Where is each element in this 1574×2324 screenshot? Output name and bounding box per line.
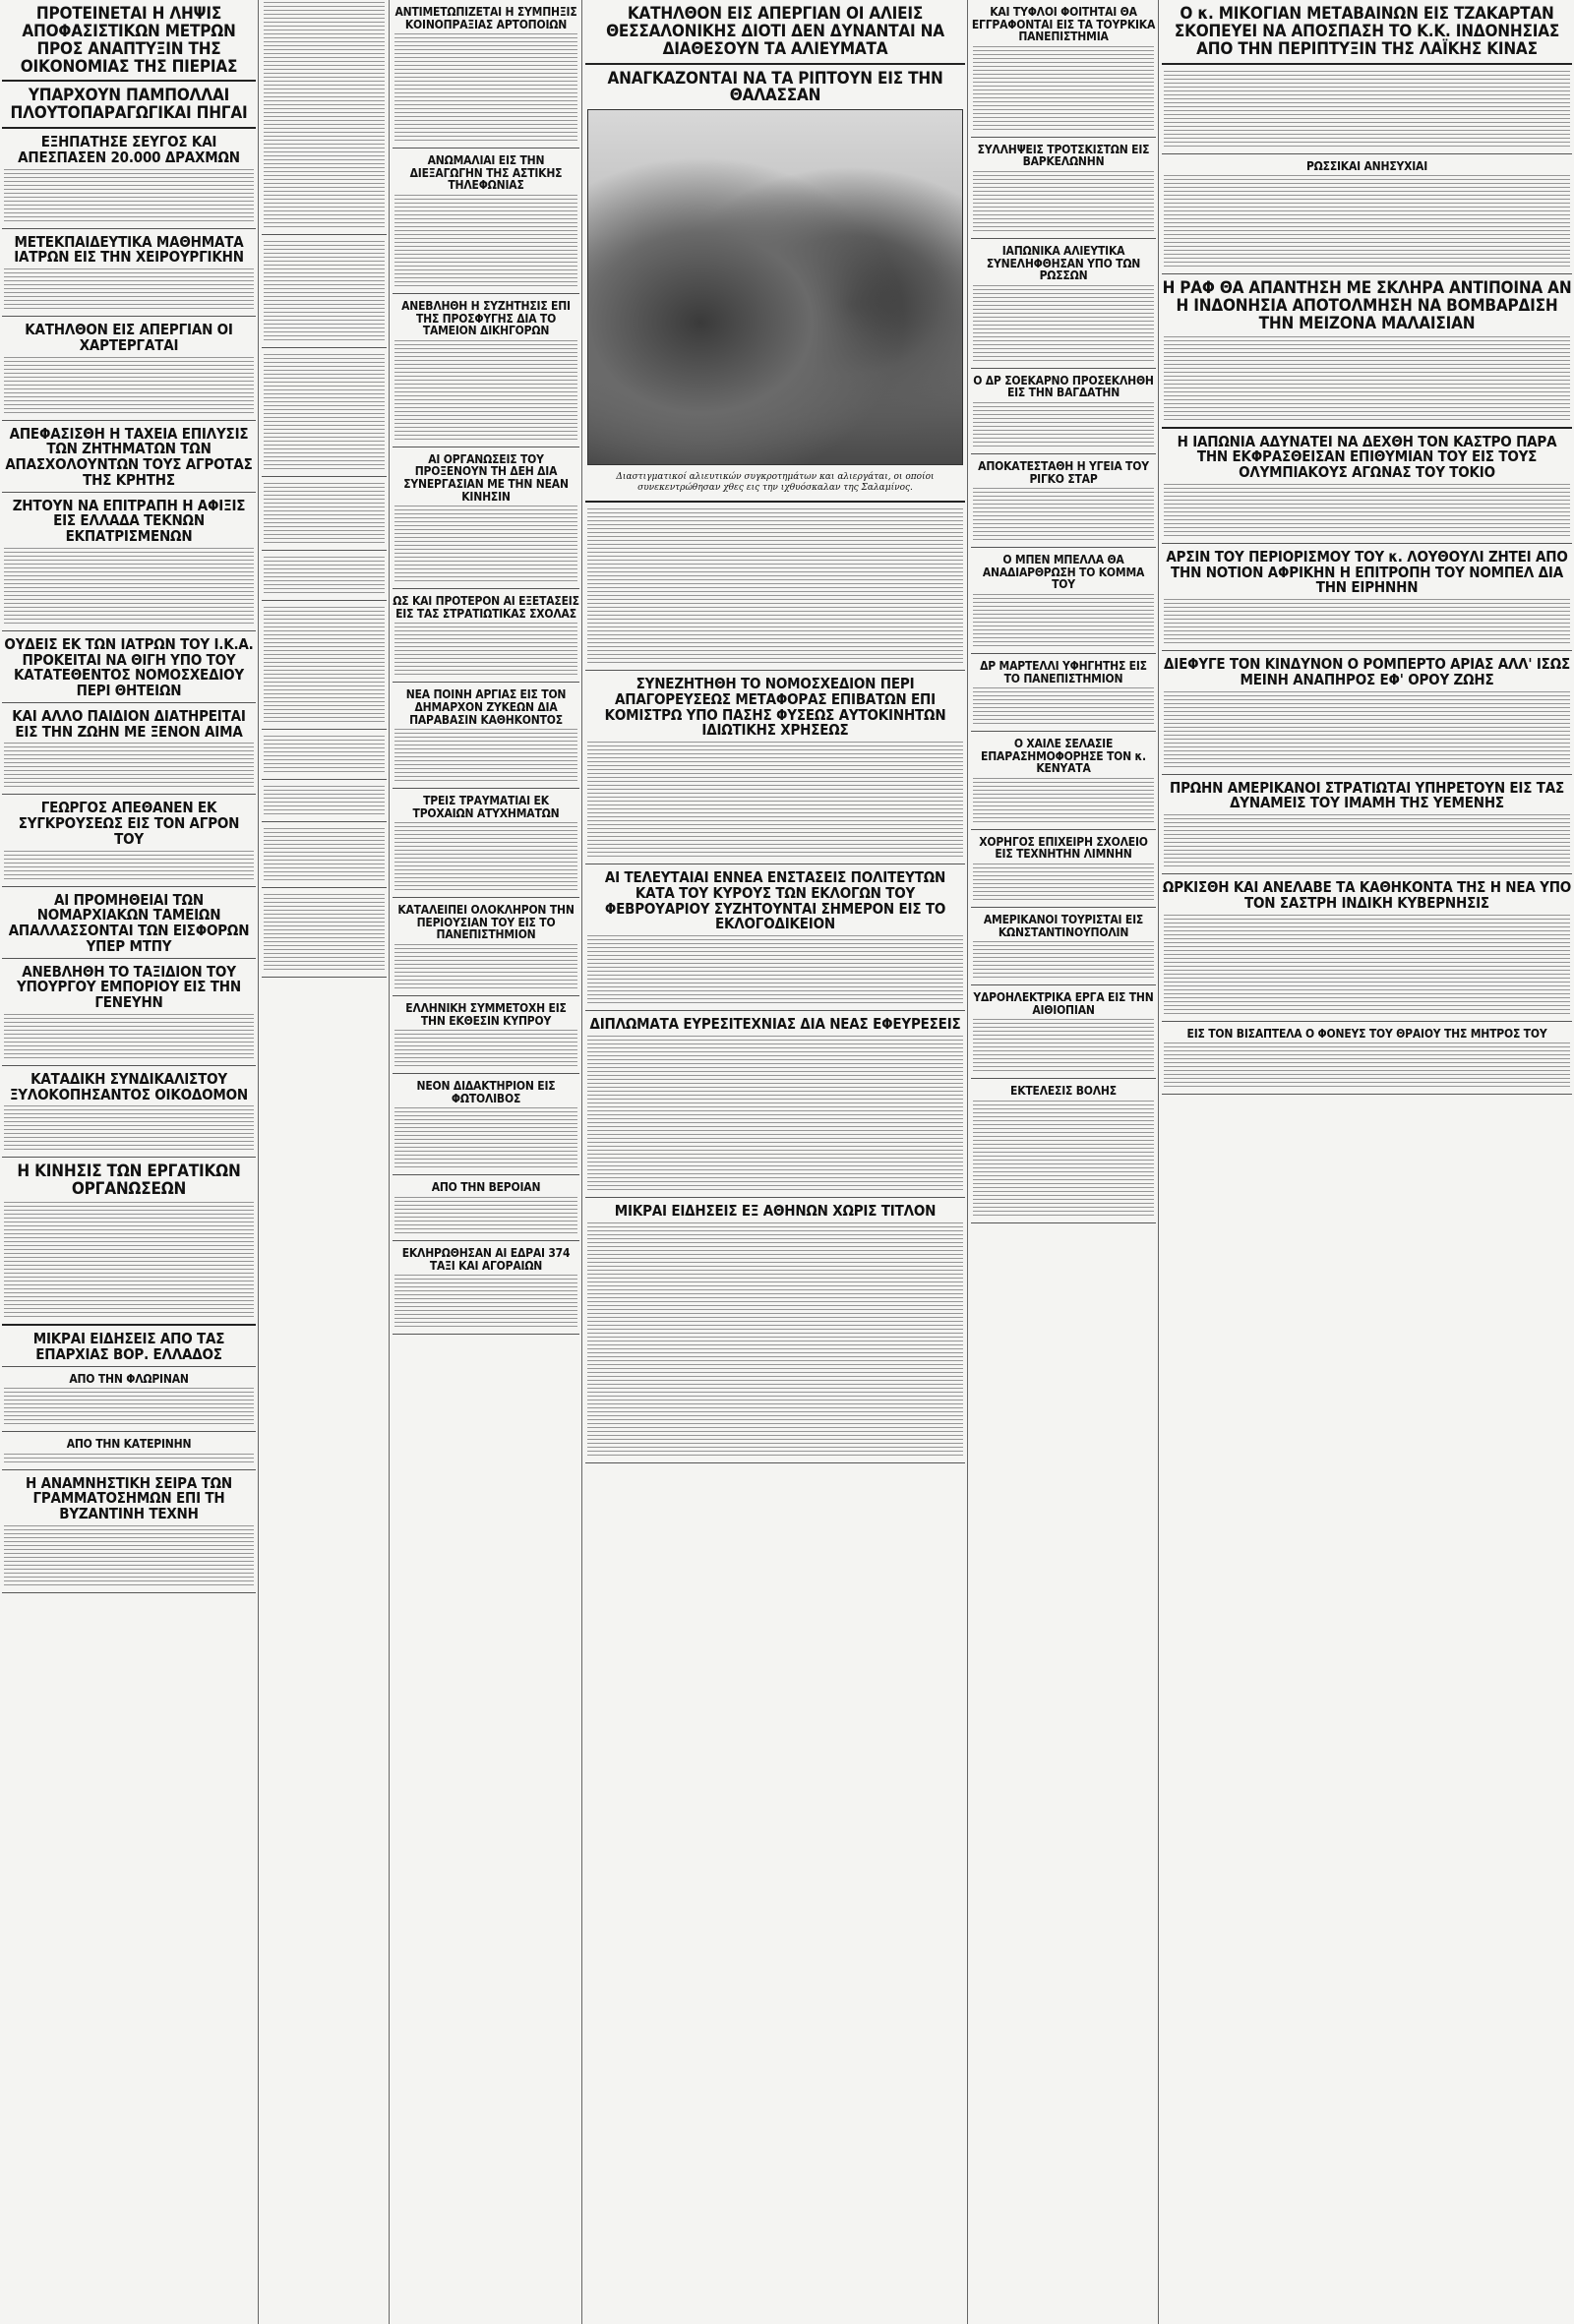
article xyxy=(2,1332,256,1367)
article xyxy=(971,375,1156,454)
article xyxy=(2,890,256,959)
article-separator xyxy=(2,630,256,631)
article-separator xyxy=(1162,650,1572,651)
article xyxy=(393,300,579,447)
article xyxy=(262,736,387,780)
article-headline: ΝΕΟΝ ΔΙΔΑΚΤΗΡΙΟΝ ΕΙΣ ΦΩΤΟΛΙΒΟΣ xyxy=(416,1079,556,1105)
article xyxy=(2,962,256,1066)
article-separator xyxy=(1162,153,1572,154)
article xyxy=(971,991,1156,1079)
article-separator xyxy=(971,547,1156,548)
article-body xyxy=(394,1197,577,1236)
article xyxy=(393,1181,579,1241)
article xyxy=(262,354,387,477)
article-body xyxy=(587,935,963,1006)
article-headline: ΑΡΣΙΝ ΤΟΥ ΠΕΡΙΟΡΙΣΜΟΥ ΤΟΥ κ. ΛΟΥΘΟΥΛΙ ΖΗΤΕΙ ΑΠΟ ΤΗΝ ΝΟΤΙΟΝ ΑΦΡΙΚΗΝ Η ΕΠΙΤΡΟΠΗ ΤΟΥ ΝΟΜΠΕΛ ΔΙΑ ΤΗΝ ΕΙΡΗΝΗΝ xyxy=(1166,547,1568,597)
article-separator xyxy=(393,148,579,149)
article-separator xyxy=(393,788,579,789)
article-body xyxy=(973,594,1154,649)
article-separator xyxy=(2,1324,256,1326)
article-separator xyxy=(2,127,256,129)
article-body xyxy=(264,354,385,472)
article-body xyxy=(394,340,577,443)
article-body xyxy=(394,822,577,893)
article xyxy=(262,828,387,888)
article-headline: ΑΠΕΦΑΣΙΣΘΗ Η ΤΑΧΕΙΑ ΕΠΙΛΥΣΙΣ ΤΩΝ ΖΗΤΗΜΑΤΩΝ ΤΩΝ ΑΠΑΣΧΟΛΟΥΝΤΩΝ ΤΟΥΣ ΑΓΡΟΤΑΣ ΤΗΣ ΚΡΗΤΗΣ xyxy=(5,424,253,489)
article-separator xyxy=(2,1157,256,1158)
article-body xyxy=(264,828,385,883)
article-body xyxy=(264,894,385,973)
article-separator xyxy=(1162,63,1572,65)
article-body xyxy=(1164,1043,1570,1090)
article-headline: ΑΜΕΡΙΚΑΝΟΙ ΤΟΥΡΙΣΤΑΙ ΕΙΣ ΚΩΝΣΤΑΝΤΙΝΟΥΠΟΛΙΝ xyxy=(983,913,1144,939)
article-separator xyxy=(585,63,965,65)
article-body xyxy=(394,506,577,584)
article-headline: ΜΕΤΕΚΠΑΙΔΕΥΤΙΚΑ ΜΑΘΗΜΑΤΑ ΙΑΤΡΩΝ ΕΙΣ ΤΗΝ ΧΕΙΡΟΥΡΓΙΚΗΝ xyxy=(14,232,244,267)
article-body xyxy=(394,1030,577,1069)
article-separator xyxy=(393,1240,579,1241)
article xyxy=(585,1017,965,1198)
article xyxy=(262,2,387,235)
article-headline: ΩΣ ΚΑΙ ΠΡΟΤΕΡΟΝ ΑΙ ΕΞΕΤΑΣΕΙΣ ΕΙΣ ΤΑΣ ΣΤΡΑΤΙΩΤΙΚΑΣ ΣΧΟΛΑΣ xyxy=(393,594,579,621)
article-headline: ΑΝΕΒΛΗΘΗ Η ΣΥΖΗΤΗΣΙΣ ΕΠΙ ΤΗΣ ΠΡΟΣΦΥΓΗΣ ΔΙΑ ΤΟ ΤΑΜΕΙΟΝ ΔΙΚΗΓΟΡΩΝ xyxy=(401,298,571,338)
article-headline: ΕΚΤΕΛΕΣΙΣ ΒΟΛΗΣ xyxy=(1010,1084,1117,1099)
article-headline: ΔΙΠΛΩΜΑΤΑ ΕΥΡΕΣΙΤΕΧΝΙΑΣ ΔΙΑ ΝΕΑΣ ΕΦΕΥΡΕΣΕΙΣ xyxy=(589,1015,961,1034)
article xyxy=(393,1247,579,1335)
article xyxy=(585,508,965,671)
article xyxy=(2,232,256,318)
article-separator xyxy=(971,907,1156,908)
article xyxy=(1162,6,1572,65)
article-separator xyxy=(2,958,256,959)
article-body xyxy=(1164,599,1570,646)
article-separator xyxy=(262,234,387,235)
article-headline: ΑΝΑΓΚΑΖΟΝΤΑΙ ΝΑ ΤΑ ΡΙΠΤΟΥΝ ΕΙΣ ΤΗΝ ΘΑΛΑΣΣΑΝ xyxy=(607,68,943,106)
article-body xyxy=(394,729,577,784)
article-body xyxy=(264,2,385,230)
article-separator xyxy=(1162,774,1572,775)
article-body xyxy=(973,1019,1154,1074)
article-separator xyxy=(2,1469,256,1470)
article xyxy=(971,460,1156,548)
column-5 xyxy=(971,0,1156,2324)
article-separator xyxy=(971,1078,1156,1079)
article-body xyxy=(394,1107,577,1170)
article xyxy=(393,1002,579,1074)
article xyxy=(262,483,387,551)
article-body xyxy=(587,508,963,666)
article-body xyxy=(973,285,1154,364)
article-body xyxy=(973,778,1154,825)
article-body xyxy=(394,1275,577,1330)
article xyxy=(585,1201,965,1463)
article-headline: ΚΑΤΗΛΘΟΝ ΕΙΣ ΑΠΕΡΓΙΑΝ ΟΙ ΧΑΡΤΕΡΓΑΤΑΙ xyxy=(25,321,233,354)
article-headline: ΜΙΚΡΑΙ ΕΙΔΗΣΕΙΣ ΑΠΟ ΤΑΣ ΕΠΑΡΧΙΑΣ ΒΟΡ. ΕΛΛΑΔΟΣ xyxy=(32,1330,225,1363)
article-headline: ΔΡ ΜΑΡΤΕΛΛΙ ΥΦΗΓΗΤΗΣ ΕΙΣ ΤΟ ΠΑΝΕΠΙΣΤΗΜΙΟΝ xyxy=(980,658,1147,685)
column-2 xyxy=(262,0,387,2324)
article-body xyxy=(973,864,1154,903)
article xyxy=(1162,880,1572,1022)
article-separator xyxy=(971,731,1156,732)
article-separator xyxy=(971,238,1156,239)
article-separator xyxy=(971,137,1156,138)
photo-caption: Διαστιγματικοί αλιευτικών συγκροτημάτων και αλιεργάται, οι οποίοι συνεκεντρώθησαν χθες εις την ιχθυόσκαλαν της Σαλαμίνος. xyxy=(616,472,935,494)
article-body xyxy=(4,1388,254,1427)
article-separator xyxy=(393,588,579,589)
article-body xyxy=(1164,814,1570,869)
article-separator xyxy=(262,729,387,730)
article xyxy=(393,904,579,996)
article-separator xyxy=(971,984,1156,985)
article-headline: ΥΔΡΟΗΛΕΚΤΡΙΚΑ ΕΡΓΑ ΕΙΣ ΤΗΝ ΑΙΘΙΟΠΙΑΝ xyxy=(973,990,1154,1017)
article xyxy=(971,914,1156,985)
article-separator xyxy=(2,80,256,82)
article-separator xyxy=(262,347,387,348)
article xyxy=(2,424,256,493)
article-headline: ΑΙ ΟΡΓΑΝΩΣΕΙΣ ΤΟΥ ΠΡΟΞΕΝΟΥΝ ΤΗ ΔΕΗ ΔΙΑ ΣΥΝΕΡΓΑΣΙΑΝ ΜΕ ΤΗΝ ΝΕΑΝ ΚΙΝΗΣΙΝ xyxy=(403,451,569,504)
article-headline: ΕΛΛΗΝΙΚΗ ΣΥΜΜΕΤΟΧΗ ΕΙΣ ΤΗΝ ΕΚΘΕΣΙΝ ΚΥΠΡΟΥ xyxy=(405,1001,567,1028)
article-headline: ΕΙΣ ΤΟΝ ΒΙΣΑΠΤΕΛΑ Ο ΦΟΝΕΥΣ ΤΟΥ ΘΡΑΙΟΥ ΤΗΣ ΜΗΤΡΟΣ ΤΟΥ xyxy=(1186,1026,1547,1041)
article-separator xyxy=(971,653,1156,654)
article-headline: ΕΞΗΠΑΤΗΣΕ ΣΕΥΓΟΣ ΚΑΙ ΑΠΕΣΠΑΣΕΝ 20.000 ΔΡΑΧΜΩΝ xyxy=(18,133,240,166)
article xyxy=(393,154,579,294)
article xyxy=(971,245,1156,369)
article-body xyxy=(1164,336,1570,423)
article xyxy=(971,1085,1156,1223)
article-body xyxy=(264,607,385,725)
column-divider xyxy=(581,0,582,2324)
article-headline: ΥΠΑΡΧΟΥΝ ΠΑΜΠΟΛΛΑΙ ΠΛΟΥΤΟΠΑΡΑΓΩΓΙΚΑΙ ΠΗΓΑΙ xyxy=(10,86,248,124)
column-divider xyxy=(967,0,968,2324)
article xyxy=(971,6,1156,138)
article-separator xyxy=(2,1366,256,1367)
article-body xyxy=(1164,71,1570,149)
article-body xyxy=(1164,691,1570,770)
column-4 xyxy=(585,0,965,2324)
article-headline: ΠΡΩΗΝ ΑΜΕΡΙΚΑΝΟΙ ΣΤΡΑΤΙΩΤΑΙ ΥΠΗΡΕΤΟΥΝ ΕΙΣ ΤΑΣ ΔΥΝΑΜΕΙΣ ΤΟΥ ΙΜΑΜΗ ΤΗΣ ΥΕΜΕΝΗΣ xyxy=(1169,778,1565,812)
article-headline: ΑΝΩΜΑΛΙΑΙ ΕΙΣ ΤΗΝ ΔΙΕΞΑΓΩΓΗΝ ΤΗΣ ΑΣΤΙΚΗΣ ΤΗΛΕΦΩΝΙΑΣ xyxy=(409,153,563,193)
article-headline: ΑΠΟ ΤΗΝ ΦΛΩΡΙΝΑΝ xyxy=(69,1371,189,1386)
article xyxy=(393,688,579,789)
article-body xyxy=(4,1014,254,1061)
article-headline: ΑΠΟΚΑΤΕΣΤΑΘΗ Η ΥΓΕΙΑ ΤΟΥ ΡΙΓΚΟ ΣΤΑΡ xyxy=(978,458,1149,486)
article-separator xyxy=(262,977,387,978)
article-separator xyxy=(2,1065,256,1066)
article xyxy=(262,894,387,978)
article-separator xyxy=(2,316,256,317)
article-separator xyxy=(1162,543,1572,544)
article-separator xyxy=(971,1222,1156,1223)
article-headline: Η ΡΑΦ ΘΑ ΑΠΑΝΤΗΣΗ ΜΕ ΣΚΛΗΡΑ ΑΝΤΙΠΟΙΝΑ ΑΝ Η ΙΝΔΟΝΗΣΙΑ ΑΠΟΤΟΛΜΗΣΗ ΝΑ ΒΟΜΒΑΡΔΙΣΗ ΤΗΝ ΜΕΙΖΟΝΑ ΜΑΛΑΙΣΙΑΝ xyxy=(1162,278,1572,333)
article-headline: ΚΑΤΑΔΙΚΗ ΣΥΝΔΙΚΑΛΙΣΤΟΥ ΞΥΛΟΚΟΠΗΣΑΝΤΟΣ ΟΙΚΟΔΟΜΟΝ xyxy=(9,1069,248,1103)
article-body xyxy=(394,623,577,678)
article-body xyxy=(4,169,254,224)
article-body xyxy=(264,736,385,775)
article-body xyxy=(264,241,385,343)
article xyxy=(2,1163,256,1326)
article-headline: ΝΕΑ ΠΟΙΝΗ ΑΡΓΙΑΣ ΕΙΣ ΤΟΝ ΔΗΜΑΡΧΟΝ ΖΥΚΕΩΝ ΔΙΑ ΠΑΡΑΒΑΣΙΝ ΚΑΘΗΚΟΝΤΟΣ xyxy=(405,687,567,727)
article-headline: ΣΥΝΕΖΗΤΗΘΗ ΤΟ ΝΟΜΟΣΧΕΔΙΟΝ ΠΕΡΙ ΑΠΑΓΟΡΕΥΣΕΩΣ ΜΕΤΑΦΟΡΑΣ ΕΠΙΒΑΤΩΝ ΕΠΙ ΚΟΜΙΣΤΡΩ ΥΠΟ ΠΑΣΗΣ ΦΥΣΕΩΣ ΑΥΤΟΚΙΝΗΤΩΝ ΙΔΙΩΤΙΚΗΣ ΧΡΗΣΕΩΣ xyxy=(604,675,946,740)
article-separator xyxy=(585,501,965,503)
article-headline: Ο ΔΡ ΣΟΕΚΑΡΝΟ ΠΡΟΣΕΚΛΗΘΗ ΕΙΣ ΤΗΝ ΒΑΓΔΑΤΗΝ xyxy=(973,373,1154,400)
article-headline: Η ΚΙΝΗΣΙΣ ΤΩΝ ΕΡΓΑΤΙΚΩΝ ΟΡΓΑΝΩΣΕΩΝ xyxy=(17,1162,241,1200)
article xyxy=(2,6,256,82)
column-divider xyxy=(258,0,259,2324)
article xyxy=(971,554,1156,654)
article-separator xyxy=(393,682,579,683)
article-body xyxy=(1164,175,1570,269)
article-separator xyxy=(971,368,1156,369)
article-separator xyxy=(2,794,256,795)
article-separator xyxy=(262,821,387,822)
article xyxy=(1162,1028,1572,1096)
article-headline: ΧΟΡΗΓΟΣ ΕΠΙΧΕΙΡΗ ΣΧΟΛΕΙΟ ΕΙΣ ΤΕΧΝΗΤΗΝ ΛΙΜΝΗΝ xyxy=(979,834,1148,862)
article-separator xyxy=(2,1431,256,1432)
article-headline: Η ΙΑΠΩΝΙΑ ΑΔΥΝΑΤΕΙ ΝΑ ΔΕΧΘΗ ΤΟΝ ΚΑΣΤΡΟ ΠΑΡΑ ΤΗΝ ΕΚΦΡΑΣΘΕΙΣΑΝ ΕΠΙΘΥΜΙΑΝ ΤΟΥ ΕΙΣ ΤΟΥΣ ΟΛΥΜΠΙΑΚΟΥΣ ΑΓΩΝΑΣ ΤΟΥ ΤΟΚΙΟ xyxy=(1177,432,1557,482)
article-headline: ΩΡΚΙΣΘΗ ΚΑΙ ΑΝΕΛΑΒΕ ΤΑ ΚΑΘΗΚΟΝΤΑ ΤΗΣ Η ΝΕΑ ΥΠΟ ΤΟΝ ΣΑΣΤΡΗ ΙΝΔΙΚΗ ΚΥΒΕΡΝΗΣΙΣ xyxy=(1162,878,1572,912)
article-separator xyxy=(393,995,579,996)
article xyxy=(1162,432,1572,544)
article xyxy=(585,68,965,504)
article-headline: ΤΡΕΙΣ ΤΡΑΥΜΑΤΙΑΙ ΕΚ ΤΡΟΧΑΙΩΝ ΑΤΥΧΗΜΑΤΩΝ xyxy=(412,794,560,820)
article-body xyxy=(1164,484,1570,539)
article-headline: ΠΡΟΤΕΙΝΕΤΑΙ Η ΛΗΨΙΣ ΑΠΟΦΑΣΙΣΤΙΚΩΝ ΜΕΤΡΩΝ ΠΡΟΣ ΑΝΑΠΤΥΞΙΝ ΤΗΣ ΟΙΚΟΝΟΜΙΑΣ ΤΗΣ ΠΙΕΡΙΑΣ xyxy=(20,4,238,77)
article-headline: Ο ΧΑΙΛΕ ΣΕΛΑΣΙΕ ΕΠΑΡΑΣΗΜΟΦΟΡΗΣΕ ΤΟΝ κ. ΚΕΝΥΑΤΑ xyxy=(981,737,1146,776)
article-headline: ΕΚΛΗΡΩΘΗΣΑΝ ΑΙ ΕΔΡΑΙ 374 ΤΑΞΙ ΚΑΙ ΑΓΟΡΑΙΩΝ xyxy=(401,1246,571,1273)
article xyxy=(971,836,1156,908)
column-6 xyxy=(1162,0,1572,2324)
article-headline: ΚΑΤΑΛΕΙΠΕΙ ΟΛΟΚΛΗΡΟΝ ΤΗΝ ΠΕΡΙΟΥΣΙΑΝ ΤΟΥ ΕΙΣ ΤΟ ΠΑΝΕΠΙΣΤΗΜΙΟΝ xyxy=(397,903,575,942)
article-body xyxy=(264,557,385,596)
article-body xyxy=(4,1525,254,1588)
article-headline: ΟΥΔΕΙΣ ΕΚ ΤΩΝ ΙΑΤΡΩΝ ΤΟΥ Ι.Κ.Α. ΠΡΟΚΕΙΤΑΙ ΝΑ ΘΙΓΗ ΥΠΟ ΤΟΥ ΚΑΤΑΤΕΘΕΝΤΟΣ ΝΟΜΟΣΧΕΔΙΟΥ ΠΕΡΙ ΘΗΤΕΙΩΝ xyxy=(4,634,254,700)
article-headline: Η ΑΝΑΜΝΗΣΤΙΚΗ ΣΕΙΡΑ ΤΩΝ ΓΡΑΜΜΑΤΟΣΗΜΩΝ ΕΠΙ ΤΗ ΒΥΖΑΝΤΙΝΗ ΤΕΧΝΗ xyxy=(26,1473,232,1523)
article-body xyxy=(973,1101,1154,1219)
article xyxy=(2,1438,256,1470)
article-body xyxy=(264,483,385,546)
article-body xyxy=(4,1454,254,1465)
article-separator xyxy=(585,670,965,671)
article xyxy=(1162,547,1572,651)
article xyxy=(393,1080,579,1175)
article-headline: ΑΝΤΙΜΕΤΩΠΙΖΕΤΑΙ Η ΣΥΜΠΗΞΙΣ ΚΟΙΝΟΠΡΑΞΙΑΣ ΑΡΤΟΠΟΙΩΝ xyxy=(394,5,577,31)
article-separator xyxy=(2,420,256,421)
article-body xyxy=(973,488,1154,543)
article-headline: ΔΙΕΦΥΓΕ ΤΟΝ ΚΙΝΔΥΝΟΝ Ο ΡΟΜΠΕΡΤΟ ΑΡΙΑΣ ΑΛΛ' ΙΣΩΣ ΜΕΙΝΗ ΑΝΑΠΗΡΟΣ ΕΦ' ΟΡΟΥ ΖΩΗΣ xyxy=(1164,655,1570,688)
article-headline: ΓΕΩΡΓΟΣ ΑΠΕΘΑΝΕΝ ΕΚ ΣΥΓΚΡΟΥΣΕΩΣ ΕΙΣ ΤΟΝ ΑΓΡΟΝ ΤΟΥ xyxy=(18,799,240,848)
article xyxy=(1162,71,1572,154)
article-body xyxy=(973,402,1154,449)
article-separator xyxy=(2,228,256,229)
article-separator xyxy=(262,779,387,780)
column-3 xyxy=(393,0,579,2324)
article-headline: ΖΗΤΟΥΝ ΝΑ ΕΠΙΤΡΑΠΗ Η ΑΦΙΞΙΣ ΕΙΣ ΕΛΛΑΔΑ ΤΕΚΝΩΝ ΕΚΠΑΤΡΙΣΜΕΝΩΝ xyxy=(12,496,246,546)
article-separator xyxy=(2,492,256,493)
article xyxy=(2,1069,256,1159)
article xyxy=(971,144,1156,239)
article-body xyxy=(394,944,577,991)
article xyxy=(2,1373,256,1433)
article xyxy=(2,1473,256,1593)
article-headline: ΣΥΛΛΗΨΕΙΣ ΤΡΟΤΣΚΙΣΤΩΝ ΕΙΣ ΒΑΡΚΕΛΩΝΗΝ xyxy=(977,142,1150,169)
article-headline: ΑΙ ΠΡΟΜΗΘΕΙΑΙ ΤΩΝ ΝΟΜΑΡΧΙΑΚΩΝ ΤΑΜΕΙΩΝ ΑΠΑΛΛΑΣΣΟΝΤΑΙ ΤΩΝ ΕΙΣΦΟΡΩΝ ΥΠΕΡ ΜΤΠΥ xyxy=(8,890,250,955)
article-body xyxy=(587,1222,963,1459)
article xyxy=(1162,280,1572,429)
article-body xyxy=(973,46,1154,133)
article-body xyxy=(4,548,254,626)
article-body xyxy=(4,357,254,416)
article-body xyxy=(4,743,254,790)
article xyxy=(971,738,1156,830)
article-separator xyxy=(2,1592,256,1593)
article-headline: ΚΑΙ ΑΛΛΟ ΠΑΙΔΙΟΝ ΔΙΑΤΗΡΕΙΤΑΙ ΕΙΣ ΤΗΝ ΖΩΗΝ ΜΕ ΞΕΝΟΝ ΑΙΜΑ xyxy=(12,706,246,741)
article-separator xyxy=(393,293,579,294)
article-separator xyxy=(2,886,256,887)
article-body xyxy=(973,941,1154,981)
article xyxy=(2,706,256,796)
article xyxy=(971,660,1156,732)
article xyxy=(262,786,387,822)
article-headline: ΚΑΤΗΛΘΟΝ ΕΙΣ ΑΠΕΡΓΙΑΝ ΟΙ ΑΛΙΕΙΣ ΘΕΣΣΑΛΟΝΙΚΗΣ ΔΙΟΤΙ ΔΕΝ ΔΥΝΑΝΤΑΙ ΝΑ ΔΙΑΘΕΣΟΥΝ ΤΑ ΑΛΙΕΥΜΑΤΑ xyxy=(606,4,944,59)
article-separator xyxy=(1162,1094,1572,1095)
article-body xyxy=(973,171,1154,234)
article xyxy=(2,135,256,229)
article-headline: Ο ΜΠΕΝ ΜΠΕΛΛΑ ΘΑ ΑΝΑΔΙΑΡΘΡΩΣΗ ΤΟ ΚΟΜΜΑ ΤΟΥ xyxy=(982,553,1145,592)
article-separator xyxy=(971,829,1156,830)
article-separator xyxy=(585,1010,965,1011)
article-headline: ΜΙΚΡΑΙ ΕΙΔΗΣΕΙΣ ΕΞ ΑΘΗΝΩΝ ΧΩΡΙΣ ΤΙΤΛΟΝ xyxy=(614,1201,937,1220)
article xyxy=(1162,778,1572,875)
article-separator xyxy=(393,1073,579,1074)
article-body xyxy=(4,1105,254,1153)
article-separator xyxy=(262,887,387,888)
article-body xyxy=(4,1202,254,1320)
article xyxy=(2,88,256,129)
article-headline: ΑΙ ΤΕΛΕΥΤΑΙΑΙ ΕΝΝΕΑ ΕΝΣΤΑΣΕΙΣ ΠΟΛΙΤΕΥΤΩΝ ΚΑΤΑ ΤΟΥ ΚΥΡΟΥΣ ΤΩΝ ΕΚΛΟΓΩΝ ΤΟΥ ΦΕΒΡΟΥΑΡΙΟΥ ΣΥΖΗΤΟΥΝΤΑΙ ΣΗΜΕΡΟΝ ΕΙΣ ΤΟ ΕΚΛΟΓΟΔΙΚΕΙΟΝ xyxy=(604,868,946,933)
article xyxy=(585,677,965,864)
article xyxy=(393,6,579,149)
article-body xyxy=(4,268,254,312)
article-body xyxy=(1164,915,1570,1017)
article-body xyxy=(394,33,577,144)
article xyxy=(393,453,579,589)
article-separator xyxy=(262,550,387,551)
article xyxy=(262,557,387,601)
article-separator xyxy=(2,702,256,703)
column-divider xyxy=(1158,0,1159,2324)
article-separator xyxy=(585,1197,965,1198)
article-headline: ΡΩΣΣΙΚΑΙ ΑΝΗΣΥΧΙΑΙ xyxy=(1305,158,1428,173)
article xyxy=(393,595,579,683)
article-separator xyxy=(262,600,387,601)
article xyxy=(1162,657,1572,775)
article xyxy=(2,323,256,421)
article xyxy=(262,607,387,730)
article-body xyxy=(587,742,963,860)
article-separator xyxy=(393,1334,579,1335)
article-separator xyxy=(1162,1021,1572,1022)
article xyxy=(585,870,965,1011)
article-headline: ΙΑΠΩΝΙΚΑ ΑΛΙΕΥΤΙΚΑ ΣΥΝΕΛΗΦΘΗΣΑΝ ΥΠΟ ΤΩΝ ΡΩΣΣΩΝ xyxy=(986,243,1141,283)
article-body xyxy=(4,851,254,882)
article-headline: ΑΠΟ ΤΗΝ ΒΕΡΟΙΑΝ xyxy=(431,1180,541,1195)
article xyxy=(2,496,256,631)
article-separator xyxy=(585,1462,965,1463)
article-separator xyxy=(393,1174,579,1175)
article-body xyxy=(264,786,385,817)
article xyxy=(585,6,965,65)
article xyxy=(393,795,579,898)
column-divider xyxy=(389,0,390,2324)
article-body xyxy=(394,195,577,289)
news-photo xyxy=(587,109,963,465)
article-separator xyxy=(1162,427,1572,429)
article-headline: ΑΠΟ ΤΗΝ ΚΑΤΕΡΙΝΗΝ xyxy=(66,1437,192,1452)
article xyxy=(2,634,256,703)
article-headline: Ο κ. ΜΙΚΟΓΙΑΝ ΜΕΤΑΒΑΙΝΩΝ ΕΙΣ ΤΖΑΚΑΡΤΑΝ ΣΚΟΠΕΥΕΙ ΝΑ ΑΠΟΣΠΑΣΗ ΤΟ Κ.Κ. ΙΝΔΟΝΗΣΙΑΣ ΑΠΟ ΤΗΝ ΠΕΡΙΠΤΥΞΙΝ ΤΗΣ ΛΑΪΚΗΣ ΚΙΝΑΣ xyxy=(1174,4,1560,59)
article xyxy=(2,801,256,886)
article-separator xyxy=(971,453,1156,454)
article-body xyxy=(587,1036,963,1193)
article-separator xyxy=(1162,873,1572,874)
article xyxy=(1162,160,1572,275)
article-separator xyxy=(1162,273,1572,274)
article-headline: ΚΑΙ ΤΥΦΛΟΙ ΦΟΙΤΗΤΑΙ ΘΑ ΕΓΓΡΑΦΟΝΤΑΙ ΕΙΣ ΤΑ ΤΟΥΡΚΙΚΑ ΠΑΝΕΠΙΣΤΗΜΙΑ xyxy=(971,5,1156,44)
article-body xyxy=(973,687,1154,727)
article-separator xyxy=(262,476,387,477)
article-headline: ΑΝΕΒΛΗΘΗ ΤΟ ΤΑΞΙΔΙΟΝ ΤΟΥ ΥΠΟΥΡΓΟΥ ΕΜΠΟΡΙΟΥ ΕΙΣ ΤΗΝ ΓΕΝΕΥΗΝ xyxy=(17,962,241,1012)
article-separator xyxy=(393,897,579,898)
article xyxy=(262,241,387,348)
column-1 xyxy=(2,0,256,2324)
